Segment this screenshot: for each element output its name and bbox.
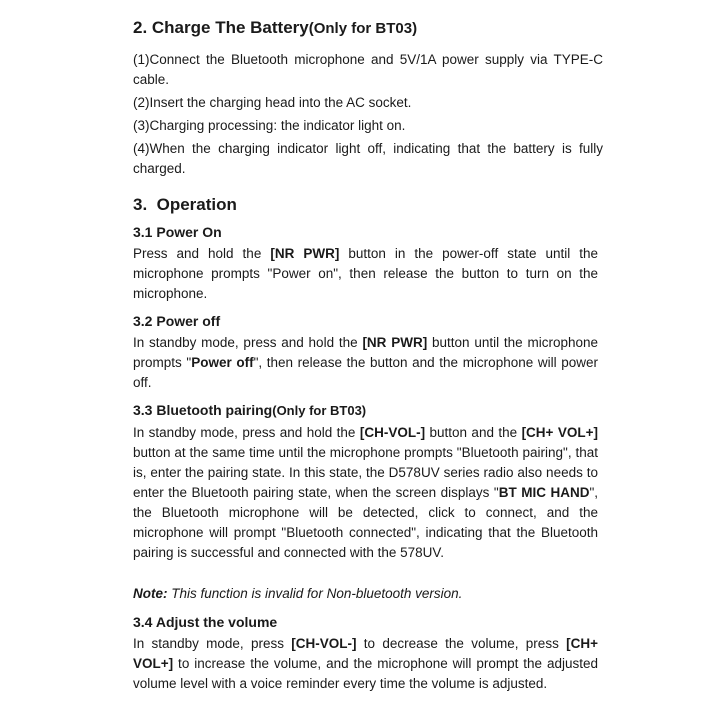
pairing-text xyxy=(133,423,598,563)
power-off-text xyxy=(133,333,598,393)
section-2-title xyxy=(133,17,603,40)
pairing-heading-text: 3.3 Bluetooth pairing xyxy=(133,402,273,418)
pairing-t4: ", the Bluetooth microphone will be detected, click to connect, and the microphone will prompt "Bluetooth connected", indicating that the Bluetooth pairing is successful and connected with the 578UV. xyxy=(133,485,598,560)
nr-pwr-key: [NR PWR] xyxy=(270,246,340,261)
power-off-heading: 3.2 Power off xyxy=(133,313,221,329)
pairing-heading-note: (Only for BT03) xyxy=(272,403,367,418)
charge-steps xyxy=(133,50,603,179)
section-2-title-text: 2. Charge The Battery xyxy=(133,18,309,37)
pairing-note xyxy=(133,584,598,604)
pairing-heading xyxy=(133,400,366,421)
charge-step-4: (4)When the charging indicator light off, indicating that the battery is fully charged. xyxy=(133,141,603,176)
charge-step-2: (2)Insert the charging head into the AC socket. xyxy=(133,95,412,110)
charge-step-3: (3)Charging processing: the indicator light on. xyxy=(133,118,406,133)
note-label: Note: xyxy=(133,586,168,601)
volume-t1: In standby mode, press xyxy=(133,636,292,651)
volume-t2: to decrease the volume, press xyxy=(356,636,567,651)
nr-pwr-key: [NR PWR] xyxy=(362,335,428,350)
power-on-t1: Press and hold the xyxy=(133,246,271,261)
power-off-t3: ", then release the button and the microphone will power off. xyxy=(133,355,599,390)
section-2-title-note: (Only for BT03) xyxy=(308,20,418,37)
power-on-heading: 3.1 Power On xyxy=(133,224,222,240)
pairing-t2: button and the xyxy=(425,425,522,440)
volume-t3: to increase the volume, and the microphone will prompt the adjusted volume level with a voice reminder every time the volume is adjusted. xyxy=(133,656,598,691)
ch-vol-plus-key: [CH+ VOL+] xyxy=(133,636,599,671)
ch-vol-minus-key: [CH-VOL-] xyxy=(359,425,426,440)
section-3-title: 3. Operation xyxy=(133,195,237,214)
bt-mic-hand-display: BT MIC HAND xyxy=(498,485,590,500)
volume-heading: 3.4 Adjust the volume xyxy=(133,614,278,630)
ch-vol-plus-key: [CH+ VOL+] xyxy=(521,425,598,440)
power-off-prompt: Power off xyxy=(191,355,254,370)
power-off-t1: In standby mode, press and hold the xyxy=(133,335,363,350)
volume-text xyxy=(133,634,598,694)
power-off-t2: button until the microphone prompts " xyxy=(133,335,598,370)
ch-vol-minus-key: [CH-VOL-] xyxy=(291,636,357,651)
note-text: This function is invalid for Non-bluetooth version. xyxy=(167,586,463,601)
pairing-t3: button at the same time until the microphone prompts "Bluetooth pairing", that is, enter the pairing state. In this state, the D578UV series radio also needs to enter the Bluetooth pairing state, when the screen displays " xyxy=(133,445,598,500)
charge-step-1: (1)Connect the Bluetooth microphone and 5V/1A power supply via TYPE-C cable. xyxy=(133,52,603,87)
power-on-t2: button in the power-off state until the microphone prompts "Power on", then release the button to turn on the microphone. xyxy=(133,246,598,301)
pairing-t1: In standby mode, press and hold the xyxy=(133,425,360,440)
power-on-text xyxy=(133,244,598,304)
